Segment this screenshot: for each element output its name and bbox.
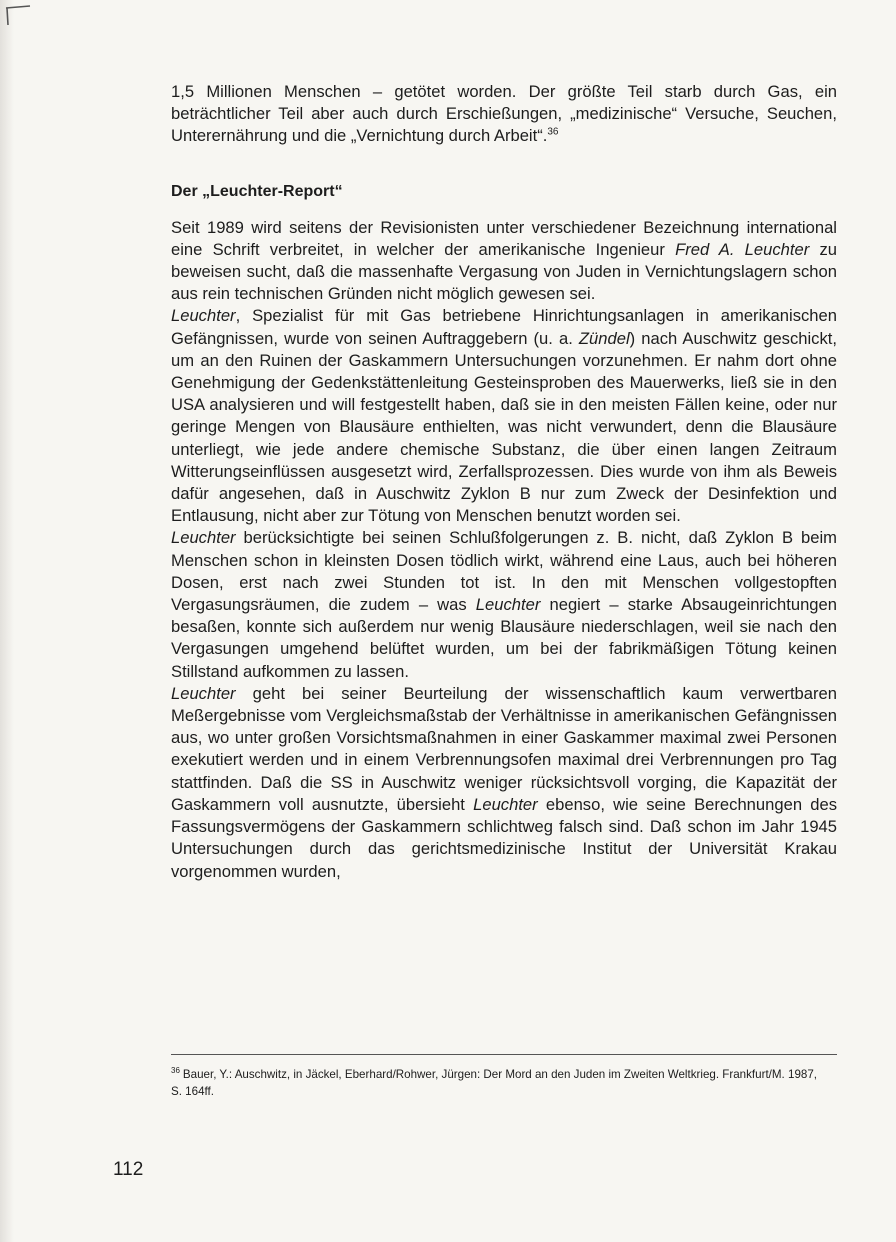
footnote-divider bbox=[171, 1054, 837, 1055]
footnote bbox=[171, 1062, 831, 1100]
person-name: Zündel bbox=[578, 328, 630, 348]
person-name: Leuchter bbox=[473, 794, 538, 814]
corner-mark bbox=[4, 4, 32, 26]
page-body bbox=[171, 81, 837, 883]
person-name: Leuchter bbox=[475, 595, 541, 615]
scan-edge bbox=[0, 0, 14, 1242]
footnote-ref: 36 bbox=[547, 126, 559, 138]
person-name: Leuchter bbox=[171, 306, 236, 326]
intro-paragraph: 1,5 Millionen Menschen – getötet worden. Der größte Teil starb durch Gas, ein beträchtlicher Teil aber auch durch Erschießungen, „medizinische“ Versuche, Seuchen, Unterernährung und die „Vernichtung durch Arbeit“.$^{36}$ bbox=[171, 82, 837, 146]
paragraph-1: Seit 1989 wird seitens der Revisionisten unter verschiedener Bezeichnung international eine Schrift verbreitet, in welcher der amerikanische Ingenieur Fred A. Leuchter zu beweisen sucht, daß die massenhafte Vergasung von Juden in Vernichtungslagern schon aus rein technischen Gründen nicht möglich gewesen sei. bbox=[171, 217, 837, 304]
person-name: Leuchter bbox=[171, 683, 236, 703]
person-name: Leuchter bbox=[171, 528, 236, 548]
paragraph-3: Leuchter berücksichtigte bei seinen Schlußfolgerungen z. B. nicht, daß Zyklon B beim Menschen schon in kleinsten Dosen tödlich wirkt, während eine Laus, auch bei höheren Dosen, erst nach zwei Stunden tot ist. In den mit Menschen vollgestopften Vergasungsräumen, die zudem – was Leuchter negiert – starke Absaugeinrichtungen besaßen, konnte sich außerdem nur wenig Blausäure niederschlagen, weil sie nach den Vergasungen umgehend belüftet wurden, um bei der fabrikmäßigen Tötung keinen Stillstand aufkommen zu lassen. bbox=[171, 528, 837, 681]
footnote-text: Bauer, Y.: Auschwitz, in Jäckel, Eberhard/Rohwer, Jürgen: Der Mord an den Juden im Zweiten Weltkrieg. Frankfurt/M. 1987, S. 164ff. bbox=[171, 1067, 818, 1098]
section-heading: Der „Leuchter-Report“ bbox=[171, 182, 343, 200]
person-name: Fred A. Leuchter bbox=[675, 239, 810, 259]
footnote-number: 36 bbox=[171, 1066, 180, 1075]
paragraph-4: Leuchter geht bei seiner Beurteilung der wissenschaftlich kaum verwertbaren Meßergebnisse vom Vergleichsmaßstab der Verhältnisse in amerikanischen Gefängnissen aus, wo unter großen Vorsichtsmaßnahmen in einer Gaskammer maximal zwei Personen exekutiert werden und in einem Verbrennungsofen maximal drei Verbrennungen pro Tag stattfinden. Daß die SS in Auschwitz weniger rücksichtsvoll vorging, die Kapazität der Gaskammern voll ausnutzte, übersieht Leuchter ebenso, wie seine Berechnungen des Fassungsvermögens der Gaskammern schlichtweg falsch sind. Daß schon im Jahr 1945 Untersuchungen durch das gerichtsmedizinische Institut der Universität Krakau vorgenommen wurden, bbox=[171, 683, 837, 881]
paragraph-2: Leuchter, Spezialist für mit Gas betriebene Hinrichtungsanlagen in amerikanischen Gefängnissen, wurde von seinen Auftraggebern (u. a. Zündel) nach Auschwitz geschickt, um an den Ruinen der Gaskammern Untersuchungen vorzunehmen. Er nahm dort ohne Genehmigung der Gedenkstättenleitung Gesteinsproben des Mauerwerks, ließ sie in den USA analysieren und will festgestellt haben, daß sie in den meisten Fällen keine, oder nur geringe Mengen von Blausäure enthielten, was nicht verwundert, denn die Blausäure unterliegt, wie jede andere chemische Substanz, die über einen langen Zeitraum Witterungseinflüssen ausgesetzt wird, Zerfallsprozessen. Dies wurde von ihm als Beweis dafür angesehen, daß in Auschwitz Zyklon B nur zum Zweck der Desinfektion und Entlausung, nicht aber zur Tötung von Menschen benutzt worden sei. bbox=[171, 306, 837, 526]
page-number: 112 bbox=[113, 1159, 144, 1180]
